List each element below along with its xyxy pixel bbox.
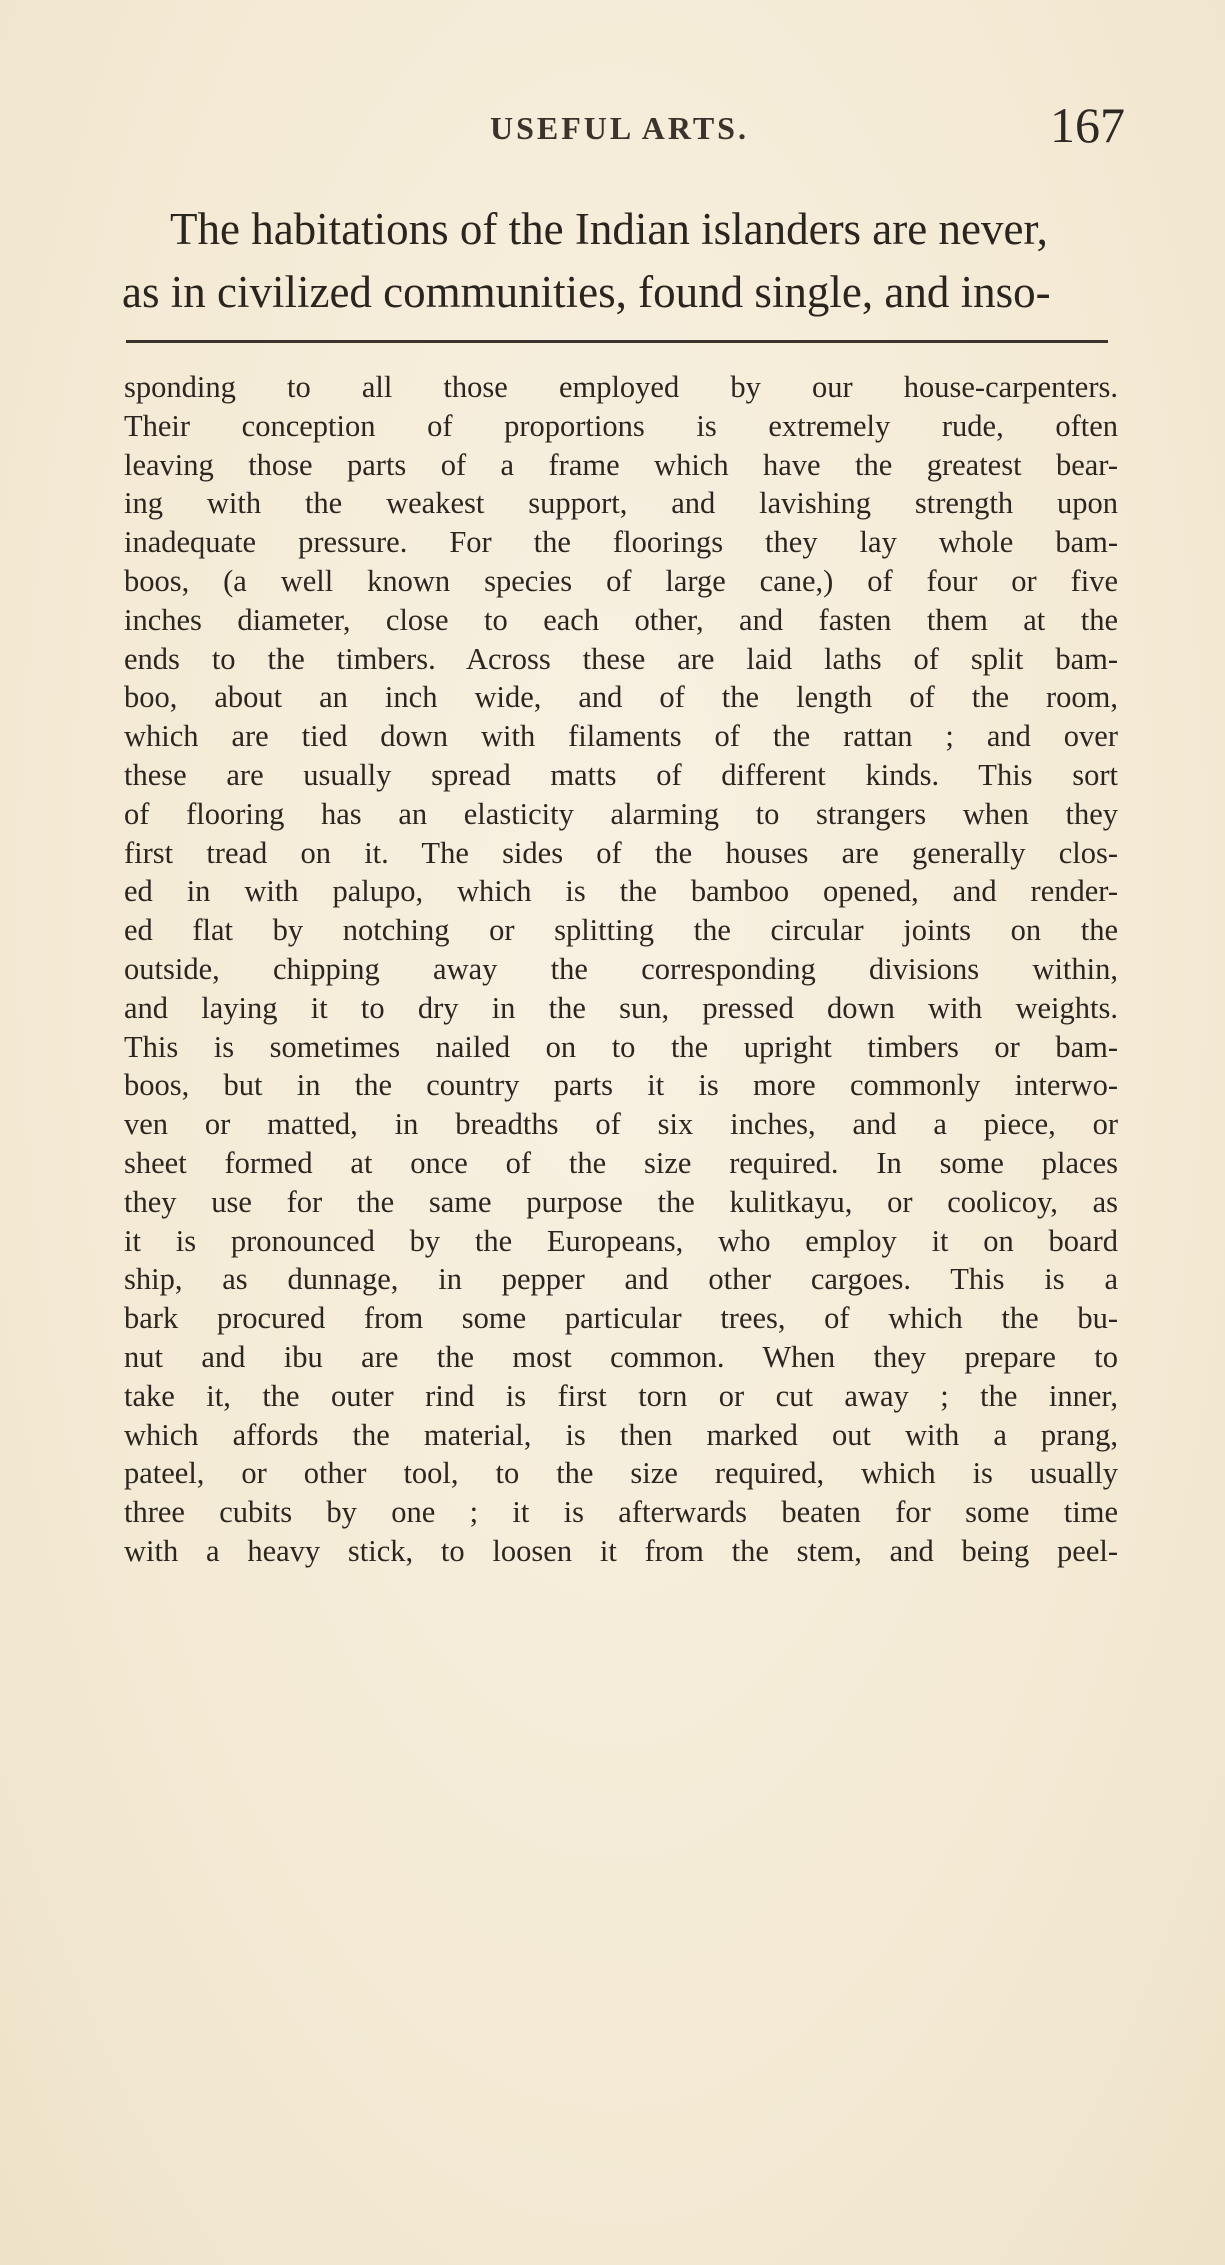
text-line: outside, chipping away the corresponding divisions within, (124, 951, 1118, 986)
text-line: it is pronounced by the Europeans, who employ it on board (124, 1223, 1118, 1258)
text-line: which are tied down with filaments of the rattan ; and over (124, 719, 1118, 754)
text-line: three cubits by one ; it is afterwards beaten for some time (124, 1495, 1118, 1530)
text-line: ven or matted, in breadths of six inches, and a piece, or (124, 1107, 1118, 1142)
text-line: ship, as dunnage, in pepper and other cargoes. This is a (124, 1262, 1118, 1297)
text-line: ed in with palupo, which is the bamboo opened, and render- (124, 874, 1118, 909)
text-line: sheet formed at once of the size required. In some places (124, 1145, 1118, 1180)
body-text (124, 368, 1118, 1571)
text-line: with a heavy stick, to loosen it from the stem, and being peel- (124, 1533, 1118, 1568)
lead-paragraph (122, 198, 1122, 324)
text-line: Their conception of proportions is extremely rude, often (124, 408, 1118, 443)
lead-line: The habitations of the Indian islanders are never, (170, 204, 1048, 254)
text-line: leaving those parts of a frame which have the greatest bear- (124, 447, 1118, 482)
text-line: of flooring has an elasticity alarming to strangers when they (124, 796, 1118, 831)
text-line: which affords the material, is then marked out with a prang, (124, 1417, 1118, 1452)
text-line: ing with the weakest support, and lavishing strength upon (124, 486, 1118, 521)
text-line: ed flat by notching or splitting the circular joints on the (124, 913, 1118, 948)
text-line: inadequate pressure. For the floorings they lay whole bam- (124, 525, 1118, 560)
running-head (0, 96, 1225, 156)
section-divider-rule (126, 340, 1108, 343)
lead-line: as in civilized communities, found single, and inso- (122, 267, 1051, 317)
text-line: they use for the same purpose the kulitkayu, or coolicoy, as (124, 1184, 1118, 1219)
text-line: boo, about an inch wide, and of the length of the room, (124, 680, 1118, 715)
text-line: boos, (a well known species of large cane,) of four or five (124, 563, 1118, 598)
text-line: boos, but in the country parts it is more commonly interwo- (124, 1068, 1118, 1103)
running-title: USEFUL ARTS. (490, 110, 749, 146)
text-line: take it, the outer rind is first torn or cut away ; the inner, (124, 1378, 1118, 1413)
text-line: and laying it to dry in the sun, pressed down with weights. (124, 990, 1118, 1025)
text-line: first tread on it. The sides of the houses are generally clos- (124, 835, 1118, 870)
text-line: bark procured from some particular trees, of which the bu- (124, 1301, 1118, 1336)
text-line: inches diameter, close to each other, and fasten them at the (124, 602, 1118, 637)
text-line: pateel, or other tool, to the size required, which is usually (124, 1456, 1118, 1491)
text-line: nut and ibu are the most common. When they prepare to (124, 1339, 1118, 1374)
text-line: sponding to all those employed by our house-carpenters. (124, 370, 1118, 404)
text-line: This is sometimes nailed on to the upright timbers or bam- (124, 1029, 1118, 1064)
text-line: ends to the timbers. Across these are laid laths of split bam- (124, 641, 1118, 676)
page-number: 167 (1050, 97, 1125, 153)
text-line: these are usually spread matts of different kinds. This sort (124, 757, 1118, 792)
